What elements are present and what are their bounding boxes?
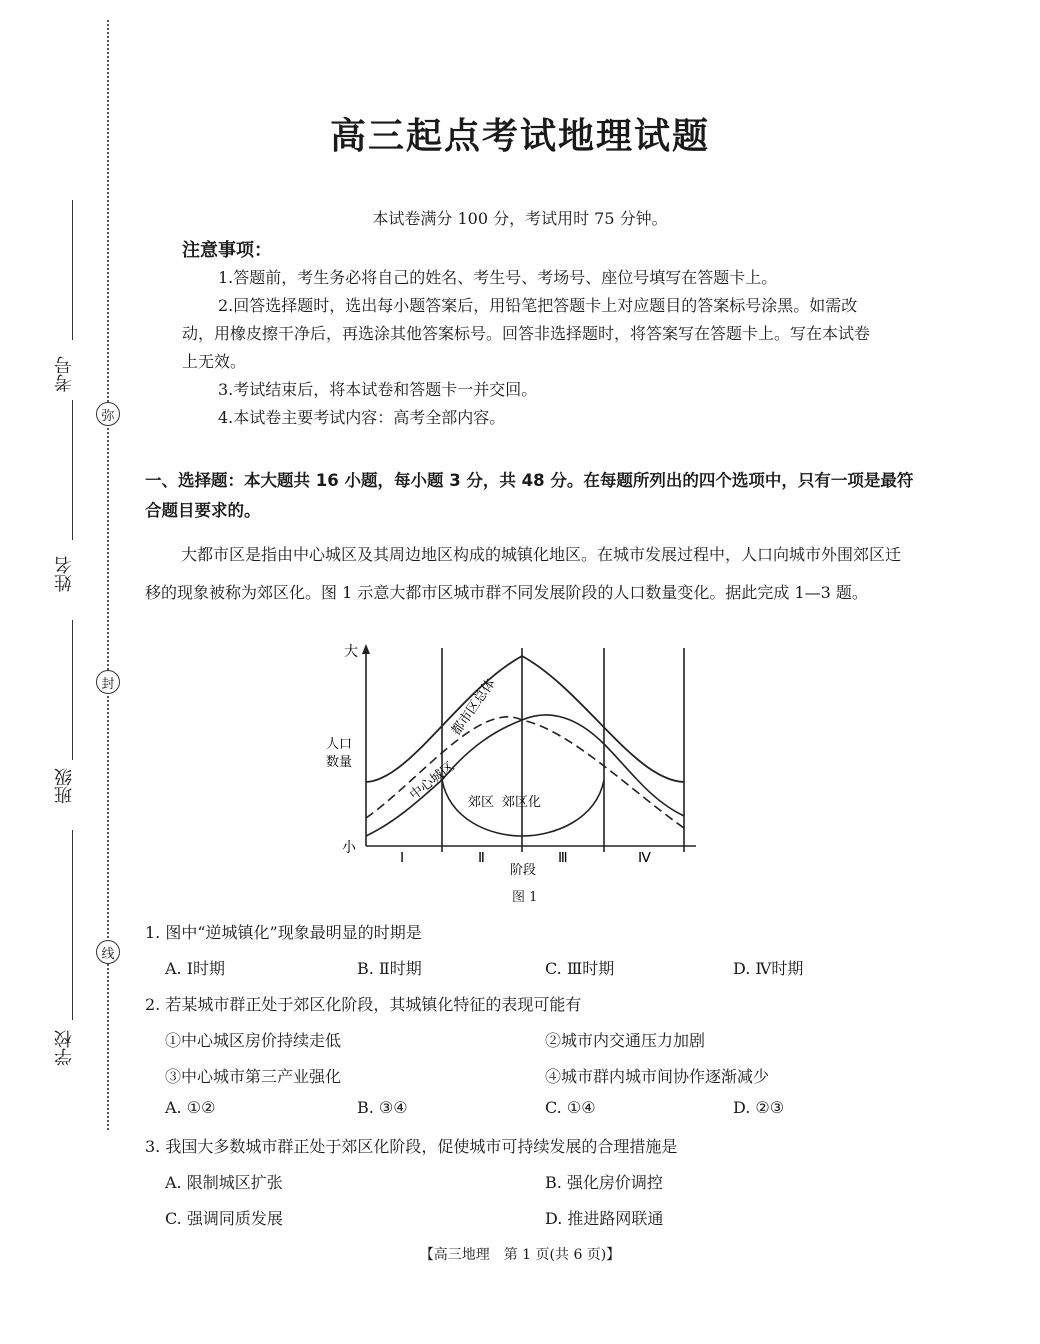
section-heading: 一、选择题：本大题共 16 小题，每小题 3 分，共 48 分。在每题所列出的四个选项中，只有一项是最符合题目要求的。: [145, 471, 914, 520]
question-3-stem: 3. 我国大多数城市群正处于郊区化阶段，促使城市可持续发展的合理措施是: [145, 1137, 678, 1156]
y-axis-label-line2: 数量: [326, 754, 353, 769]
class-line: [72, 620, 73, 760]
stage-label: Ⅳ: [638, 851, 651, 866]
curve-central-city: [366, 717, 684, 828]
question-1-option-a: A. Ⅰ时期: [165, 959, 226, 978]
page-title: 高三起点考试地理试题: [329, 116, 710, 157]
label-suburbanization: 郊区化: [502, 794, 542, 809]
question-2-option-a: A. ①②: [165, 1098, 216, 1117]
exam-number-label: 考号: [54, 356, 75, 392]
question-3-option-b: B. 强化房价调控: [545, 1173, 663, 1192]
question-2-option-c: C. ①④: [545, 1098, 596, 1117]
page-footer: 【高三地理 第 1 页(共 6 页)】: [419, 1247, 621, 1263]
question-3-option-a: A. 限制城区扩张: [165, 1173, 283, 1192]
stage-label: Ⅰ: [400, 851, 405, 866]
seal-mark-xian: 线: [96, 940, 120, 964]
y-bottom-label: 小: [342, 841, 356, 856]
y-axis-arrow: [362, 644, 370, 654]
exam-info: 本试卷满分 100 分，考试用时 75 分钟。: [372, 209, 668, 228]
y-axis-label-line1: 人口: [326, 736, 353, 751]
stage-label: Ⅲ: [558, 851, 568, 866]
question-2-stem: 2. 若某城市群正处于郊区化阶段，其城镇化特征的表现可能有: [145, 995, 582, 1014]
curve-suburb: [366, 715, 684, 836]
question-2-option-d: D. ②③: [733, 1098, 785, 1117]
y-top-label: 大: [344, 645, 358, 660]
question-2-statement-3: ③中心城市第三产业强化: [165, 1067, 342, 1086]
name-label: 姓名: [54, 556, 75, 592]
school-label: 学校: [54, 1030, 75, 1066]
passage-text: 大都市区是指由中心城区及其周边地区构成的城镇化地区。在城市发展过程中，人口向城市外围郊区迁移的现象被称为郊区化。图 1 示意大都市区城市群不同发展阶段的人口数量变化。据此完成 1—3 题。: [145, 545, 902, 602]
question-2-statement-1: ①中心城区房价持续走低: [165, 1031, 342, 1050]
note-item: 2.回答选择题时，选出每小题答案后，用铅笔把答题卡上对应题目的答案标号涂黑。如需改动，用橡皮擦干净后，再选涂其他答案标号。回答非选择题时，将答案写在答题卡上。写在本试卷上无效。: [182, 296, 871, 371]
label-suburb: 郊区: [468, 794, 495, 809]
question-3-option-d: D. 推进路网联通: [545, 1209, 664, 1228]
question-1-stem: 1. 图中“逆城镇化”现象最明显的时期是: [145, 923, 422, 942]
stage-label: Ⅱ: [478, 851, 485, 866]
question-1-option-d: D. Ⅳ时期: [733, 959, 804, 978]
seal-mark-feng: 封: [96, 670, 120, 694]
class-label: 班级: [54, 768, 75, 804]
question-2-statement-2: ②城市内交通压力加剧: [545, 1031, 706, 1050]
school-line: [72, 830, 73, 1020]
note-item: 3.考试结束后，将本试卷和答题卡一并交回。: [218, 380, 538, 399]
x-axis-label: 阶段: [510, 862, 537, 877]
stage-population-chart: [326, 640, 700, 880]
question-1-option-c: C. Ⅲ时期: [545, 959, 615, 978]
note-item: 1.答题前，考生务必将自己的姓名、考生号、考场号、座位号填写在答题卡上。: [218, 268, 778, 287]
name-line: [72, 400, 73, 540]
question-3-option-c: C. 强调同质发展: [165, 1209, 283, 1228]
question-2-option-b: B. ③④: [357, 1098, 408, 1117]
figure-caption: 图 1: [512, 890, 538, 905]
seal-mark-mi: 弥: [96, 402, 120, 426]
label-central-city: 中心城区: [406, 758, 457, 803]
label-metro-total: 都市区总体: [448, 675, 498, 738]
question-1-option-b: B. Ⅱ时期: [357, 959, 422, 978]
notes-heading: 注意事项：: [182, 240, 272, 261]
note-item: 4.本试卷主要考试内容：高考全部内容。: [218, 408, 506, 427]
question-2-statement-4: ④城市群内城市间协作逐渐减少: [545, 1067, 770, 1086]
